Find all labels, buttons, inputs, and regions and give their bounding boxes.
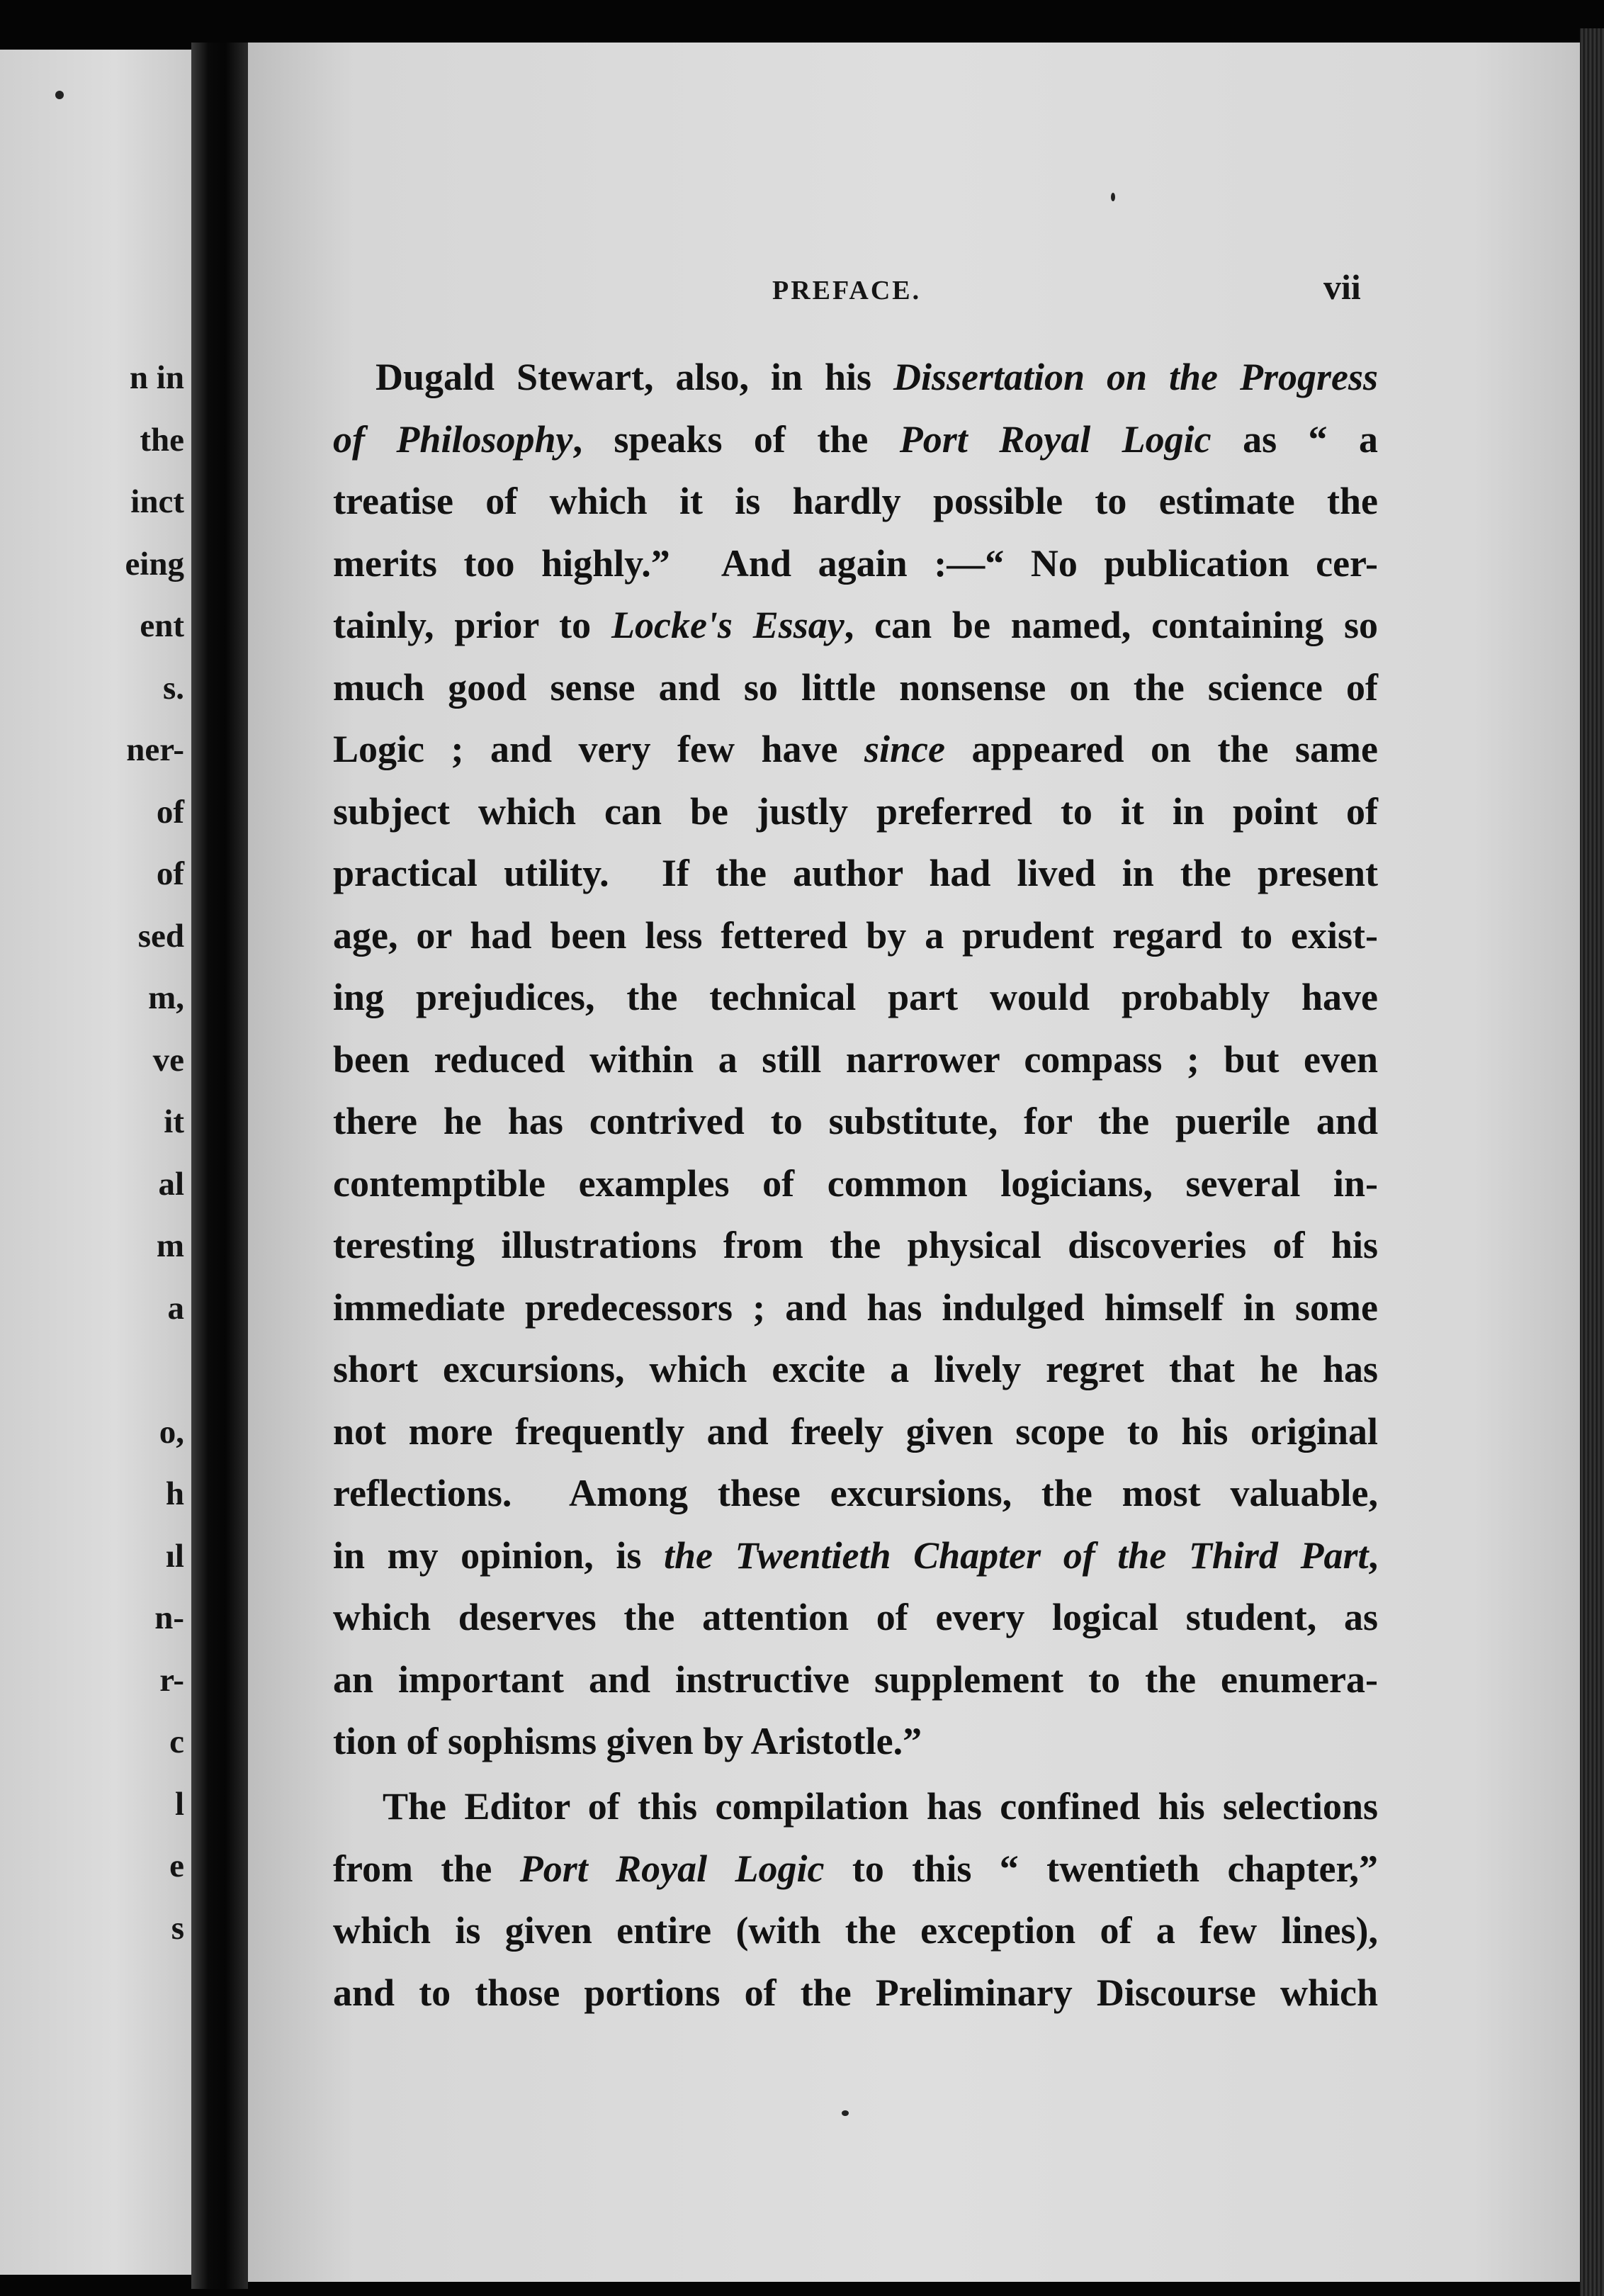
- left-page-text-fragment: l: [174, 1785, 184, 1823]
- left-page-text-fragment: al: [158, 1165, 184, 1203]
- body-line: [375, 358, 1378, 396]
- body-line: [333, 1226, 1378, 1264]
- body-line: [333, 1660, 1378, 1699]
- body-line: [333, 1847, 1378, 1890]
- body-line: [333, 541, 1378, 585]
- page-edges: [1580, 28, 1604, 2296]
- text-run: reflections. Among these excursions, the most valuable,: [333, 1472, 1378, 1514]
- text-run: to this “ twentieth chapter,”: [824, 1847, 1378, 1890]
- body-line: [333, 1598, 1378, 1636]
- left-page-text-fragment: r-: [159, 1661, 184, 1699]
- left-page-text-fragment: of: [156, 855, 184, 892]
- text-run: contemptible examples of common logicians, several in-: [333, 1161, 1378, 1205]
- left-page-text-fragment: m,: [148, 979, 184, 1016]
- left-page-text-fragment: of: [156, 793, 184, 831]
- ink-speck: [1111, 193, 1115, 201]
- body-line: [333, 913, 1378, 957]
- body-line: [333, 665, 1378, 709]
- left-page-text-fragment: ıl: [165, 1537, 184, 1575]
- ink-speck: [55, 91, 64, 99]
- text-run: practical utility. If the author had lived in the present: [333, 852, 1378, 894]
- body-line: [333, 789, 1378, 833]
- left-page-fragment: [0, 50, 191, 2275]
- text-run: not more frequently and freely given scope to his original: [333, 1409, 1378, 1453]
- text-run: ing prejudices, the technical part would probably have: [333, 976, 1378, 1018]
- left-page-text-fragment: it: [164, 1103, 184, 1140]
- body-line: [333, 417, 1378, 461]
- text-run: age, or had been less fettered by a prudent regard to exist-: [333, 913, 1378, 957]
- italic-text-run: Port Royal Logic: [899, 417, 1212, 461]
- text-run: immediate predecessors ; and has indulged himself in some: [333, 1285, 1378, 1329]
- body-line: [333, 978, 1378, 1016]
- ink-speck: [842, 2110, 849, 2116]
- body-line: [333, 1285, 1378, 1329]
- text-run: teresting illustrations from the physical discoveries of his: [333, 1224, 1378, 1266]
- body-line: [333, 1350, 1378, 1388]
- italic-text-run: of Philosophy: [333, 417, 573, 461]
- left-page-text-fragment: a: [167, 1289, 184, 1327]
- left-page-text-fragment: the: [140, 421, 184, 458]
- body-line: [333, 1474, 1378, 1512]
- text-run: The Editor of this compilation has confined his selections: [383, 1785, 1378, 1828]
- text-run: and to those portions of the Preliminary Discourse which: [333, 1971, 1378, 2014]
- body-line: [333, 1102, 1378, 1140]
- body-line: [333, 1037, 1378, 1081]
- italic-text-run: Locke's Essay: [611, 604, 845, 646]
- text-run: appeared on the same: [944, 728, 1378, 770]
- left-page-text-fragment: ner-: [126, 731, 184, 768]
- text-run: which deserves the attention of every logical student, as: [333, 1596, 1378, 1638]
- left-page-text-fragment: h: [165, 1475, 184, 1512]
- text-run: much good sense and so little nonsense on the science of: [333, 665, 1378, 709]
- left-page-text-fragment: s.: [162, 669, 184, 707]
- body-line: [333, 1722, 1378, 1760]
- text-run: subject which can be justly preferred to it in point of: [333, 789, 1378, 833]
- text-run: ,: [1368, 1534, 1378, 1577]
- text-run: , speaks of the: [572, 417, 900, 461]
- text-run: Logic ; and very few have: [333, 728, 864, 770]
- text-run: an important and instructive supplement to the enumera-: [333, 1658, 1378, 1701]
- left-page-text-fragment: o,: [159, 1413, 184, 1451]
- left-page-text-fragment: m: [156, 1227, 184, 1264]
- body-line: [383, 1785, 1378, 1828]
- body-line: [333, 482, 1378, 520]
- italic-text-run: the Twentieth Chapter of the Third Part: [663, 1534, 1369, 1577]
- running-header: PREFACE.: [772, 276, 922, 305]
- left-page-text-fragment: ve: [152, 1041, 184, 1079]
- text-run: treatise of which it is hardly possible to estimate the: [333, 480, 1378, 522]
- body-line: [333, 1971, 1378, 2014]
- body-line: [333, 1161, 1378, 1205]
- text-run: there he has contrived to substitute, for the puerile and: [333, 1100, 1378, 1142]
- left-page-text-fragment: e: [169, 1847, 184, 1884]
- text-run: from the: [333, 1847, 520, 1890]
- text-run: tainly, prior to: [333, 604, 611, 646]
- text-run: Dugald Stewart, also, in his: [375, 356, 893, 398]
- text-run: merits too highly.” And again :—“ No publication cer-: [333, 541, 1378, 585]
- italic-text-run: Port Royal Logic: [519, 1847, 825, 1890]
- italic-text-run: Dissertation on the Progress: [893, 356, 1378, 398]
- body-line: [333, 606, 1378, 644]
- page-number: vii: [1323, 267, 1361, 307]
- body-line: [333, 1909, 1378, 1952]
- text-run: in my opinion, is: [333, 1534, 664, 1577]
- text-run: short excursions, which excite a lively regret that he has: [333, 1348, 1378, 1390]
- text-run: tion of sophisms given by Aristotle.”: [333, 1720, 922, 1762]
- left-page-text-fragment: n in: [129, 359, 184, 396]
- body-line: [333, 1409, 1378, 1453]
- italic-text-run: since: [864, 728, 945, 770]
- left-page-text-fragment: s: [171, 1909, 184, 1947]
- left-page-text-fragment: c: [169, 1723, 184, 1760]
- left-page-text-fragment: eing: [125, 545, 184, 583]
- book-gutter: [191, 43, 248, 2289]
- text-run: , can be named, containing so: [844, 604, 1378, 646]
- left-page-text-fragment: inct: [130, 483, 184, 520]
- body-line: [333, 854, 1378, 892]
- text-run: which is given entire (with the exception of a few lines),: [333, 1909, 1378, 1952]
- left-page-text-fragment: n-: [154, 1599, 184, 1636]
- body-line: [333, 1536, 1378, 1575]
- text-run: as “ a: [1211, 417, 1378, 461]
- left-page-text-fragment: ent: [140, 607, 184, 644]
- text-run: been reduced within a still narrower compass ; but even: [333, 1037, 1378, 1081]
- left-page-text-fragment: sed: [137, 917, 184, 955]
- body-line: [333, 730, 1378, 768]
